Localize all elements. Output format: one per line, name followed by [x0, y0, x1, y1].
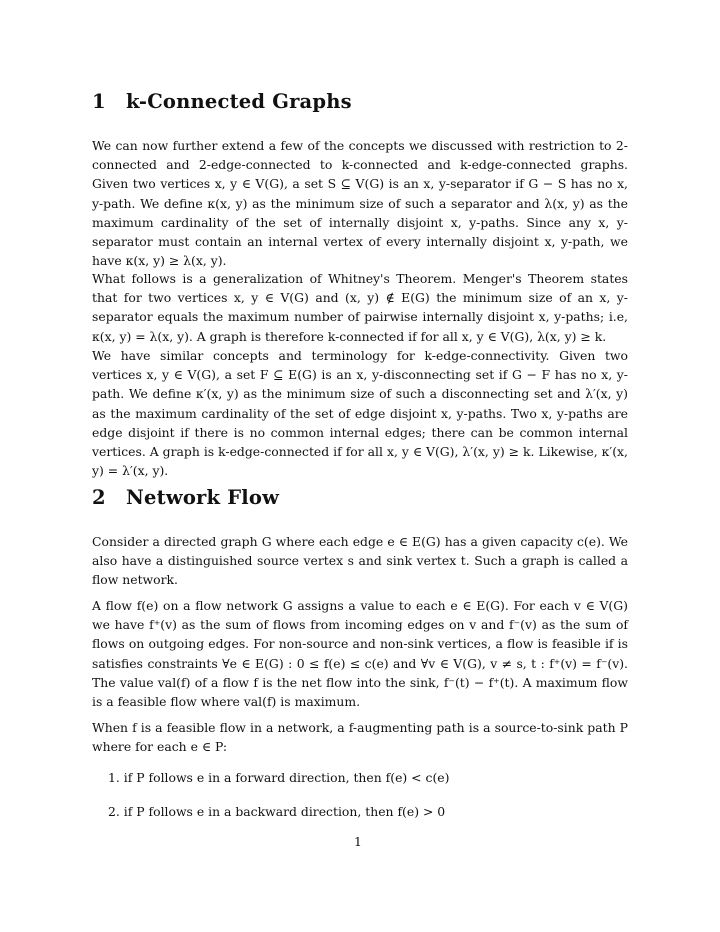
- section-1-paragraph-3: We have similar concepts and terminology for k-edge-connectivity. Given two vertices x, y ∈ V(G), a set F ⊆ E(G) is an x, y-disconnecting set if G − F has no x, y-path. We define κ′(x, y) as the minimum size of such a disconnecting set and λ′(x, y) as the maximum cardinality of the set of edge disjoint x, y-paths. Two x, y-paths are edge disjoint if there is no common internal edges; there can be common internal vertices. A graph is k-edge-connected if for all x, y ∈ V(G), λ′(x, y) ≥ k. Likewise, κ′(x, y) = λ′(x, y).: [92, 348, 628, 479]
- list-item: 2. if P follows e in a backward direction, then f(e) > 0: [108, 804, 446, 819]
- section-1-title: k-Connected Graphs: [126, 90, 352, 113]
- section-1-paragraph-1: We can now further extend a few of the concepts we discussed with restriction to 2-connected and 2-edge-connected to k-connected and k-edge-connected graphs. Given two vertices x, y ∈ V(G), a set S ⊆ V(G) is an x, y-separator if G − S has no x, y-path. We define κ(x, y) as the minimum size of such a separator and λ(x, y) as the maximum cardinality of the set of internally disjoint x, y-paths. Since any x, y-separator must contain an internal vertex of every internally disjoint x, y-path, we have κ(x, y) ≥ λ(x, y).: [92, 138, 628, 269]
- section-1-paragraph-2: What follows is a generalization of Whitney's Theorem. Menger's Theorem states that for two vertices x, y ∈ V(G) and (x, y) ∉ E(G) the minimum size of an x, y-separator equals the maximum number of pairwise internally disjoint x, y-paths; i.e, κ(x, y) = λ(x, y). A graph is therefore k-connected if for all x, y ∈ V(G), λ(x, y) ≥ k.: [92, 271, 628, 344]
- section-2-number: 2: [92, 486, 106, 509]
- section-2-paragraph-1: Consider a directed graph G where each edge e ∈ E(G) has a given capacity c(e). We also have a distinguished source vertex s and sink vertex t. Such a graph is called a flow network.: [92, 534, 628, 588]
- augmenting-path-conditions-list: [108, 768, 449, 836]
- section-1-number: 1: [92, 90, 106, 113]
- section-2-paragraph-3: When f is a feasible flow in a network, a f-augmenting path is a source-to-sink path P where for each e ∈ P:: [92, 720, 628, 755]
- list-item: 1. if P follows e in a forward direction, then f(e) < c(e): [108, 770, 450, 785]
- section-2-heading: [92, 486, 279, 509]
- section-1-heading: [92, 90, 352, 113]
- page-number: 1: [354, 834, 362, 849]
- section-2-paragraph-2: A flow f(e) on a flow network G assigns a value to each e ∈ E(G). For each v ∈ V(G) we have f⁺(v) as the sum of flows from incoming edges on v and f⁻(v) as the sum of flows on outgoing edges. For non-source and non-sink vertices, a flow is feasible if is satisfies constraints ∀e ∈ E(G) : 0 ≤ f(e) ≤ c(e) and ∀v ∈ V(G), v ≠ s, t : f⁺(v) = f⁻(v). The value val(f) of a flow f is the net flow into the sink, f⁻(t) − f⁺(t). A maximum flow is a feasible flow where val(f) is maximum.: [92, 598, 628, 710]
- section-2-title: Network Flow: [126, 486, 280, 509]
